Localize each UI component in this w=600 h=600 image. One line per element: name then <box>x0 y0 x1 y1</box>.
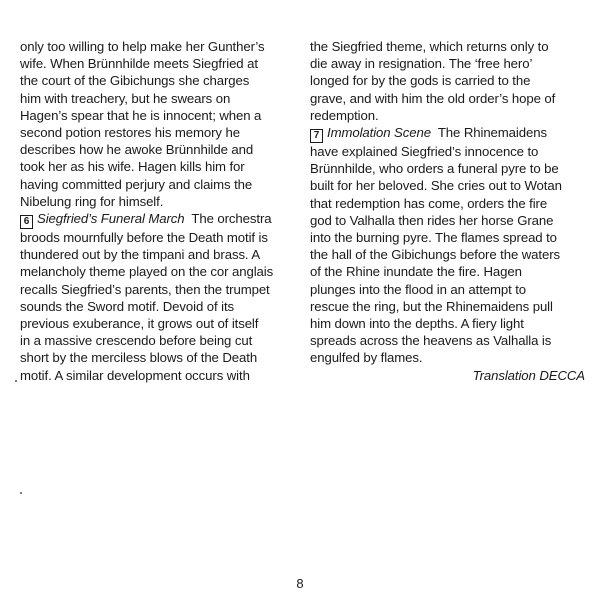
text-line: recalls Siegfried’s parents, then the trumpet <box>20 281 270 297</box>
text-line: rescue the ring, but the Rhinemaidens pull <box>310 298 553 314</box>
text-line: Brünnhilde, who orders a funeral pyre to be <box>310 161 559 177</box>
text-line: previous exuberance, it grows out of itself <box>20 316 259 332</box>
print-speck <box>20 492 22 494</box>
text-line: took her as his wife. Hagen kills him for <box>20 159 245 175</box>
text-line: the court of the Gibichungs she charges <box>20 73 250 89</box>
text-line: Nibelung ring for himself. <box>20 193 164 209</box>
text-line: short by the merciless blows of the Death <box>20 350 258 366</box>
text-line: built for her beloved. She cries out to Wotan <box>310 178 562 194</box>
text-line: spreads across the heavens as Valhalla is <box>310 333 552 349</box>
text-line: Hagen’s spear that he is innocent; when a <box>20 107 262 123</box>
text-line: the Siegfried theme, which returns only to <box>310 39 549 54</box>
text-line: wife. When Brünnhilde meets Siegfried at <box>20 56 258 72</box>
track-title: Immolation Scene <box>327 125 431 141</box>
text-line: thundered out by the timpani and brass. A <box>20 247 261 263</box>
track-7-section <box>310 124 585 367</box>
text-line: die away in resignation. The ‘free hero’ <box>310 56 533 72</box>
text-line: redemption. <box>310 107 379 123</box>
track-6-section <box>20 210 292 384</box>
text-line: the hall of the Gibichungs before the waters <box>310 247 560 263</box>
text-line: engulfed by flames. <box>310 350 423 366</box>
left-paragraph-a <box>20 38 292 210</box>
text-fragment: The Rhinemaidens <box>437 125 547 141</box>
track-6-heading-line <box>20 210 292 229</box>
text-line: grave, and with him the old order’s hope of <box>310 90 556 106</box>
text-line: god to Valhalla then rides her horse Grane <box>310 212 554 228</box>
track-title: Siegfried’s Funeral March <box>37 211 185 227</box>
print-speck <box>15 380 17 382</box>
text-line: longed for by the gods is carried to the <box>310 73 531 89</box>
text-line: have explained Siegfried’s innocence to <box>310 144 539 160</box>
text-fragment: The orchestra <box>191 211 272 227</box>
translation-credit: Translation DECCA <box>472 367 585 383</box>
text-line: second potion restores his memory he <box>20 125 240 141</box>
text-line: only too willing to help make her Gunther’s <box>20 39 265 54</box>
text-line: having committed perjury and claims the <box>20 176 253 192</box>
text-line: broods mournfully before the Death motif is <box>20 230 268 246</box>
text-line: of the Rhine inundate the fire. Hagen <box>310 264 522 280</box>
text-line: describes how he awoke Brünnhilde and <box>20 142 254 158</box>
right-paragraph-a <box>310 38 585 124</box>
text-line: plunges into the flood in an attempt to <box>310 281 527 297</box>
text-line: him with treachery, but he swears on <box>20 90 231 106</box>
page-number: 8 <box>296 576 304 591</box>
right-column <box>310 38 585 384</box>
track-number-box: 6 <box>20 215 33 229</box>
text-line: him down into the depths. A fiery light <box>310 316 524 332</box>
text-line: sounds the Sword motif. Devoid of its <box>20 298 234 314</box>
text-line: melancholy theme played on the cor anglais <box>20 264 274 280</box>
text-line: motif. A similar development occurs with <box>20 367 250 383</box>
left-column <box>20 38 292 384</box>
track-number-box: 7 <box>310 129 323 143</box>
track-7-heading-line <box>310 124 585 143</box>
text-line: that redemption has come, orders the fire <box>310 195 548 211</box>
text-line: into the burning pyre. The flames spread to <box>310 230 557 246</box>
text-line: in a massive crescendo before being cut <box>20 333 253 349</box>
